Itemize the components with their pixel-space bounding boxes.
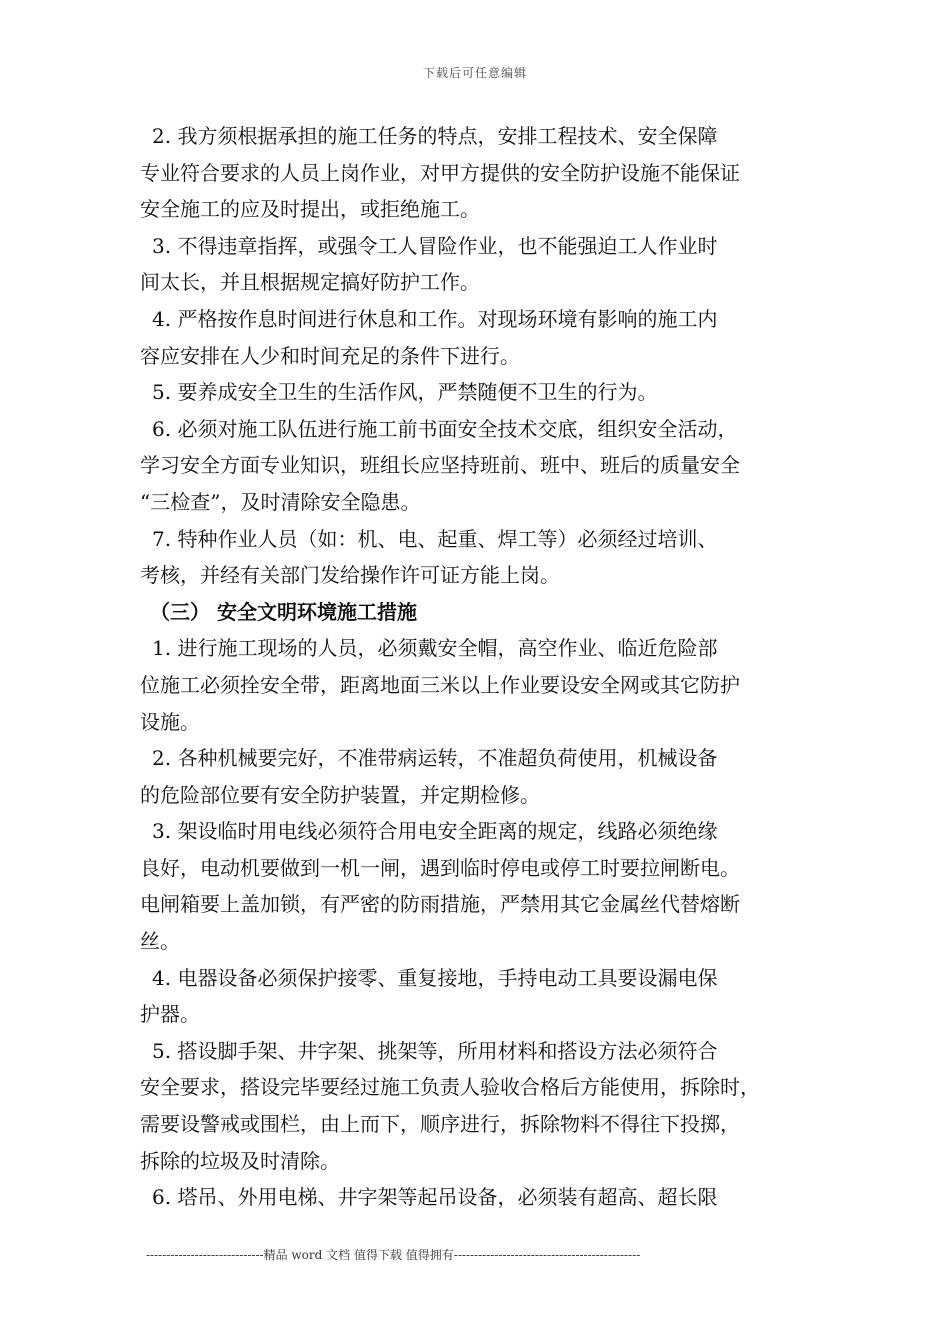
paragraph-line: 容应安排在人少和时间充足的条件下进行。	[140, 343, 520, 368]
paragraph-line: 5. 要养成安全卫生的生活作风，严禁随便不卫生的行为。	[152, 380, 658, 405]
paragraph-5	[140, 374, 830, 411]
paragraph-line: 考核，并经有关部门发给操作许可证方能上岗。	[140, 563, 560, 588]
section-paragraph-3	[140, 813, 830, 959]
section-paragraph-5	[140, 1033, 830, 1179]
paragraph-line: 4. 电器设备必须保护接零、重复接地，手持电动工具要设漏电保	[152, 965, 718, 990]
paragraph-line: 的危险部位要有安全防护装置，并定期检修。	[140, 782, 540, 807]
paragraph-line: 间太长，并且根据规定搞好防护工作。	[140, 270, 480, 295]
page-footer: -----------------------------精品 word 文档 值得下载 值得拥有----------------------------------------------	[146, 1248, 641, 1262]
paragraph-line: 拆除的垃圾及时清除。	[140, 1148, 340, 1173]
paragraph-6	[140, 411, 830, 521]
paragraph-line: 5. 搭设脚手架、井字架、挑架等，所用材料和搭设方法必须符合	[152, 1038, 718, 1063]
paragraph-line: 安全要求，搭设完毕要经过施工负责人验收合格后方能使用，拆除时，	[140, 1075, 760, 1100]
paragraph-line: 3. 架设临时用电线必须符合用电安全距离的规定，线路必须绝缘	[152, 819, 718, 844]
document-body	[140, 118, 830, 1216]
paragraph-line: 需要设警戒或围栏，由上而下，顺序进行，拆除物料不得往下投掷，	[140, 1112, 740, 1137]
paragraph-line: 丝。	[140, 929, 180, 954]
paragraph-line: 位施工必须拴安全带，距离地面三米以上作业要设安全网或其它防护	[140, 672, 740, 697]
paragraph-line: “三检查”，及时清除安全隐患。	[140, 489, 421, 514]
paragraph-line: 良好，电动机要做到一机一闸，遇到临时停电或停工时要拉闸断电。	[140, 855, 740, 880]
paragraph-3	[140, 228, 830, 301]
page-header: 下载后可任意编辑	[422, 66, 527, 80]
section-paragraph-4	[140, 960, 830, 1033]
paragraph-line: 安全施工的应及时提出，或拒绝施工。	[140, 197, 480, 222]
paragraph-line: 7. 特种作业人员（如：机、电、起重、焊工等）必须经过培训、	[152, 526, 718, 551]
paragraph-line: 4. 严格按作息时间进行休息和工作。对现场环境有影响的施工内	[152, 306, 718, 331]
paragraph-line: 2. 各种机械要完好，不准带病运转，不准超负荷使用，机械设备	[152, 746, 718, 771]
paragraph-line: 学习安全方面专业知识，班组长应坚持班前、班中、班后的质量安全	[140, 453, 740, 478]
paragraph-line: 电闸箱要上盖加锁，有严密的防雨措施，严禁用其它金属丝代替熔断	[140, 892, 740, 917]
paragraph-line: 护器。	[140, 1002, 200, 1027]
paragraph-line: 6. 必须对施工队伍进行施工前书面安全技术交底，组织安全活动，	[152, 416, 738, 441]
paragraph-line: 3. 不得违章指挥，或强令工人冒险作业，也不能强迫工人作业时	[152, 233, 718, 258]
paragraph-line: 1. 进行施工现场的人员，必须戴安全帽，高空作业、临近危险部	[152, 636, 718, 661]
paragraph-line: 设施。	[140, 709, 200, 734]
paragraph-line: 专业符合要求的人员上岗作业，对甲方提供的安全防护设施不能保证	[140, 160, 740, 185]
paragraph-2	[140, 118, 830, 228]
section-heading: （三） 安全文明环境施工措施	[150, 599, 417, 624]
section-paragraph-6	[140, 1179, 830, 1216]
section-paragraph-2	[140, 740, 830, 813]
paragraph-7	[140, 521, 830, 594]
section-paragraph-1	[140, 630, 830, 740]
paragraph-4	[140, 301, 830, 374]
paragraph-line: 2. 我方须根据承担的施工任务的特点，安排工程技术、安全保障	[152, 124, 718, 148]
paragraph-line: 6. 塔吊、外用电梯、井字架等起吊设备，必须装有超高、超长限	[152, 1185, 718, 1210]
